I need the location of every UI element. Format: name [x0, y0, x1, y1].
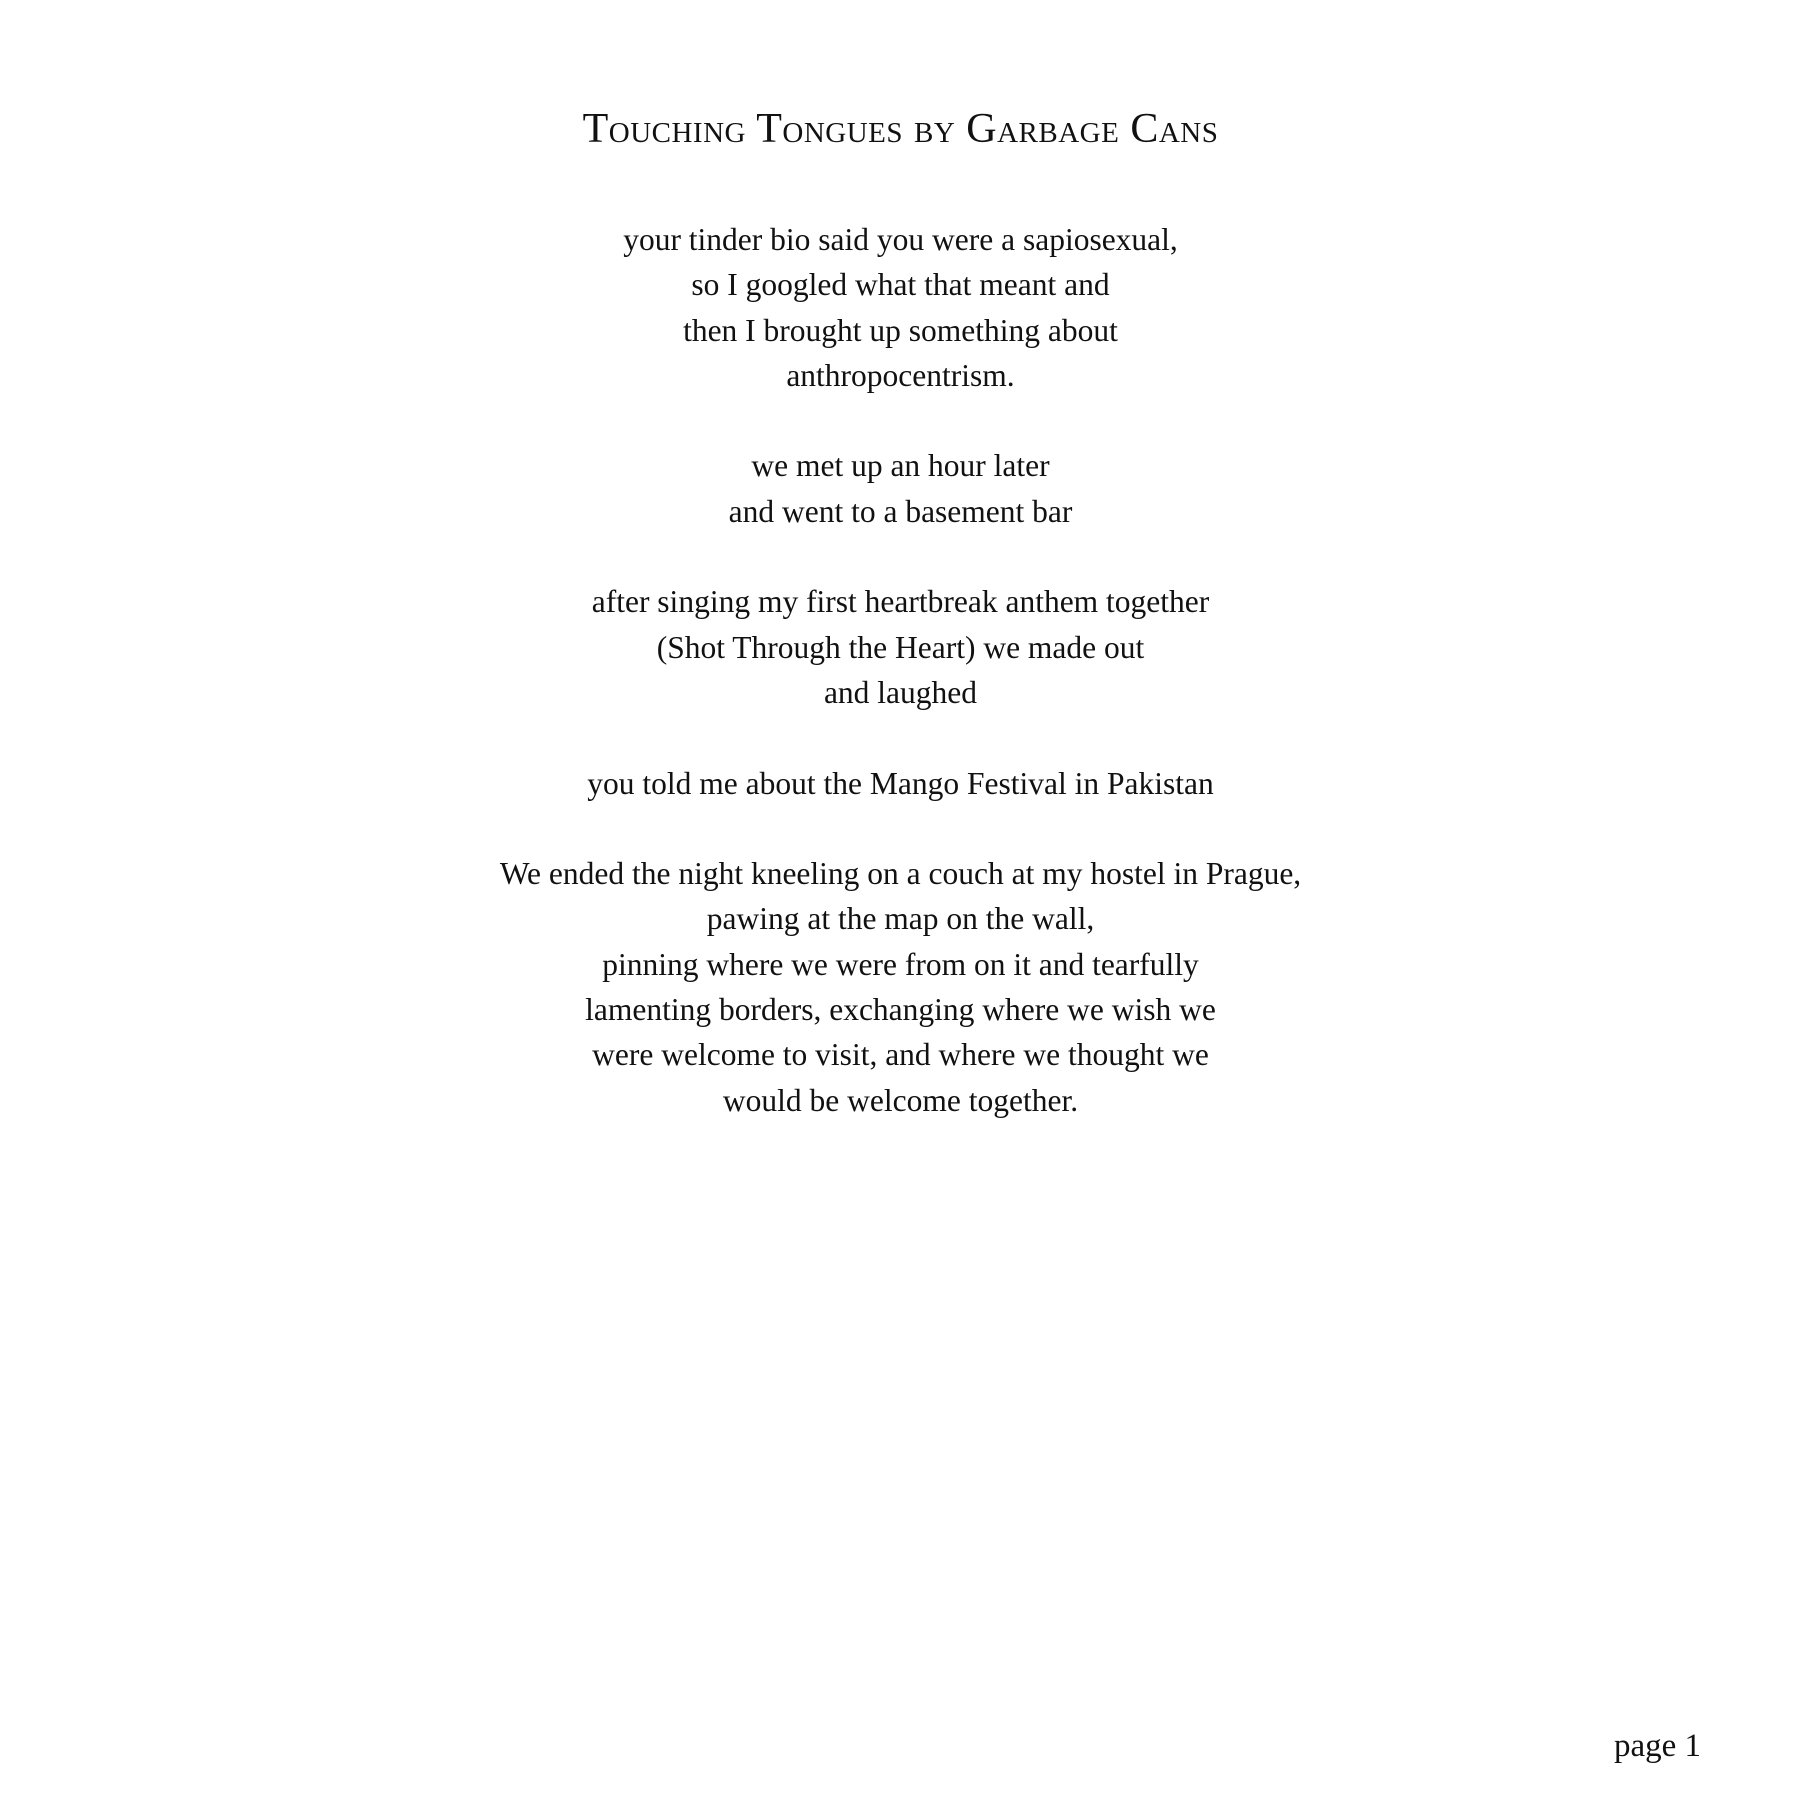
- poem-line: so I googled what that meant and: [691, 267, 1110, 303]
- stanza: [0, 443, 1801, 534]
- poem-line: anthropocentrism.: [786, 357, 1015, 393]
- stanza: [0, 579, 1801, 715]
- poem-line: then I brought up something about: [683, 312, 1118, 348]
- page-number: page 1: [1613, 1728, 1701, 1764]
- stanza: [0, 761, 1801, 806]
- poem-line: pinning where we were from on it and tearfully: [602, 946, 1199, 982]
- stanza: [0, 851, 1801, 1123]
- poem-line: you told me about the Mango Festival in Pakistan: [587, 765, 1214, 801]
- poem-line: would be welcome together.: [722, 1082, 1079, 1118]
- poem-body: [0, 217, 1801, 1168]
- poem-line: and laughed: [823, 674, 978, 710]
- poem-line: lamenting borders, exchanging where we wish we: [585, 992, 1216, 1028]
- poem-line: your tinder bio said you were a sapiosexual,: [623, 222, 1178, 257]
- poem-line: we met up an hour later: [751, 448, 1050, 484]
- poem-line: We ended the night kneeling on a couch at my hostel in Prague,: [499, 856, 1302, 892]
- poem-line: after singing my first heartbreak anthem together: [591, 584, 1210, 620]
- poem-title: Touching Tongues by Garbage Cans: [582, 106, 1219, 152]
- stanza: [0, 217, 1801, 398]
- poem-line: (Shot Through the Heart) we made out: [656, 629, 1145, 665]
- poem-line: pawing at the map on the wall,: [706, 901, 1095, 937]
- poem-line: were welcome to visit, and where we thought we: [592, 1037, 1209, 1073]
- poem-line: and went to a basement bar: [728, 493, 1073, 529]
